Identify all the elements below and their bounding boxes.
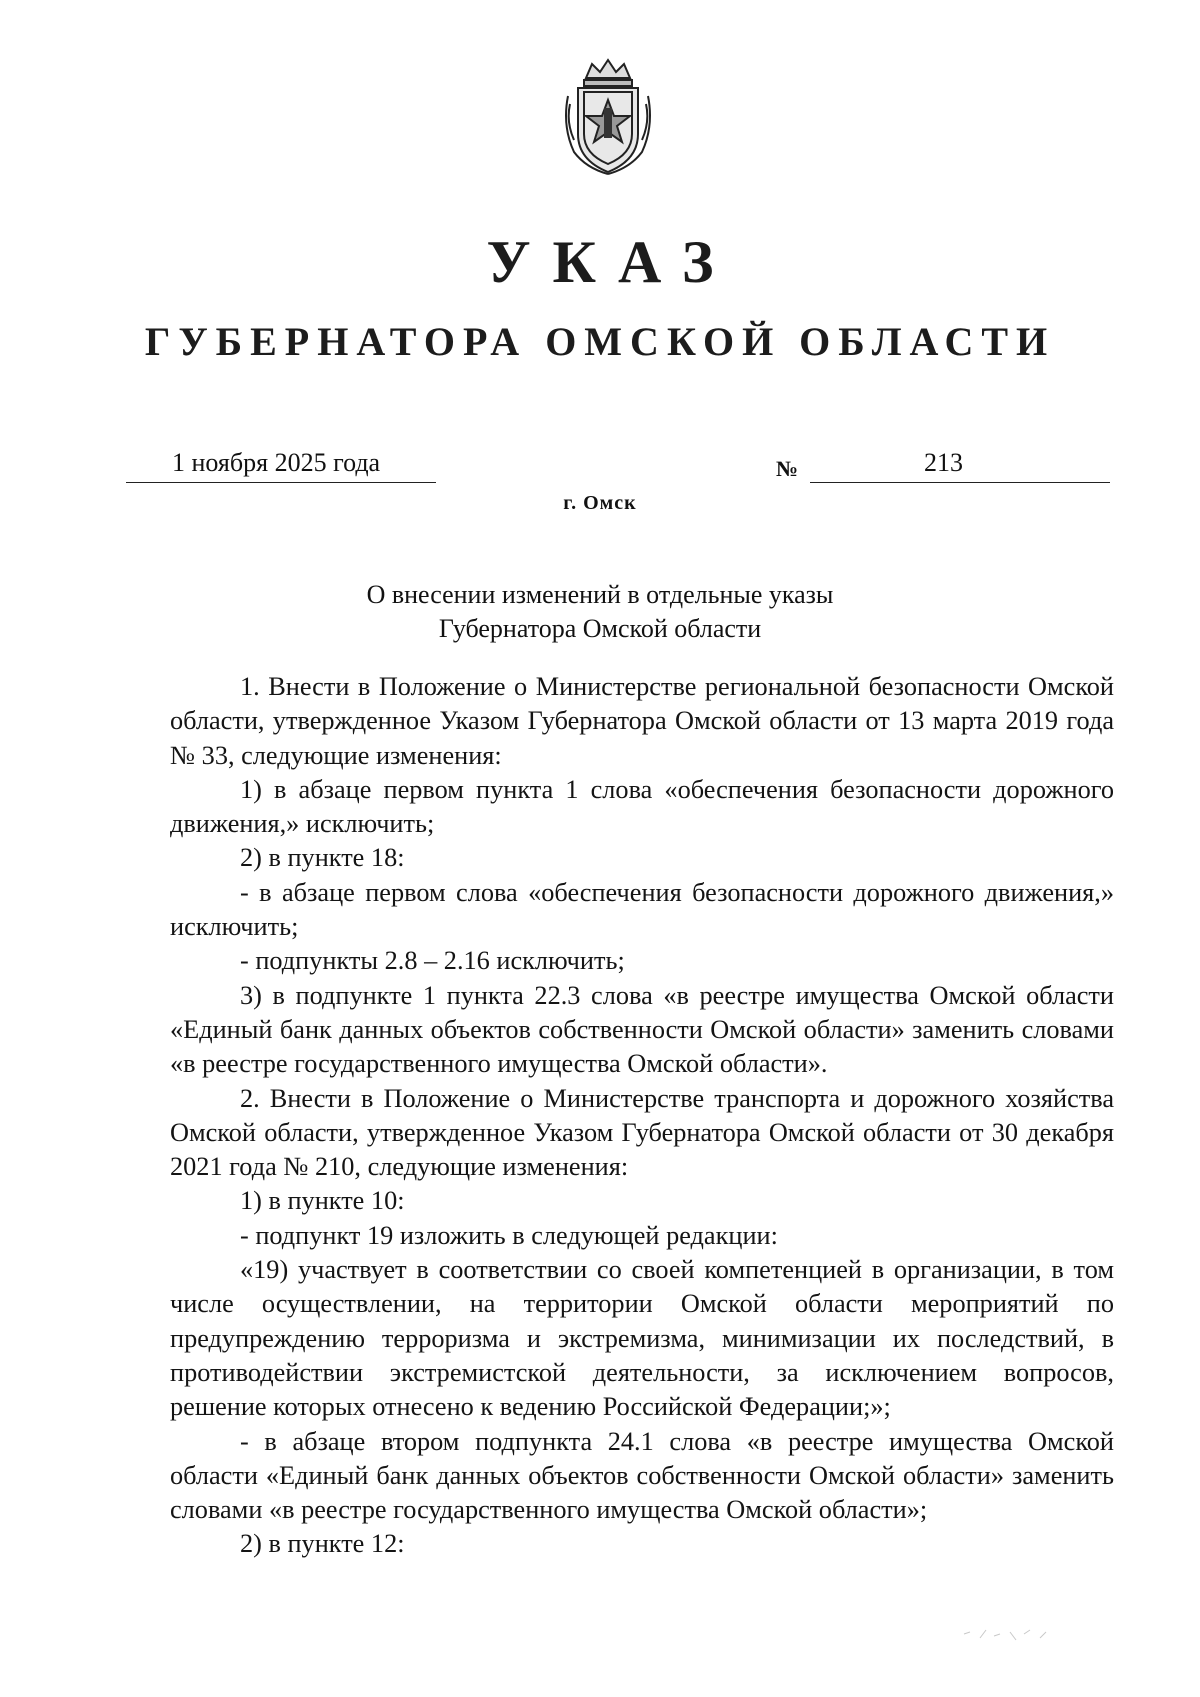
heading-line: Губернатора Омской области xyxy=(438,614,762,643)
decree-title: УКАЗ xyxy=(486,229,736,295)
paragraph: 2) в пункте 18: xyxy=(240,843,405,873)
paragraph: 2) в пункте 12: xyxy=(240,1529,405,1559)
paragraph: - подпункты 2.8 – 2.16 исключить; xyxy=(240,946,625,976)
heading-line: О внесении изменений в отдельные указы xyxy=(366,580,834,609)
decree-date: 1 ноября 2025 года xyxy=(172,448,381,477)
decree-number: 213 xyxy=(924,448,963,477)
paragraph: «19) участвует в соответствии со своей компетенцией в организации, в том числе осуществлении, на территории Омской области мероприятий по предупреждению терроризма и экстремизма, минимизации их последствий, в противодействии экстремистской деятельности, за исключением вопросов, решение которых отнесено к ведению Российской Федерации;»; xyxy=(170,1255,1114,1422)
paragraph: 1) в абзаце первом пункта 1 слова «обеспечения безопасности дорожного движения,» исключить; xyxy=(170,774,1114,839)
decree-issuer: ГУБЕРНАТОРА ОМСКОЙ ОБЛАСТИ xyxy=(144,319,1056,364)
paragraph: 3) в подпункте 1 пункта 22.3 слова «в реестре имущества Омской области «Единый банк данных объектов собственности Омской области» заменить словами «в реестре государственного имущества Омской области». xyxy=(170,980,1114,1079)
paragraph: 1. Внести в Положение о Министерстве региональной безопасности Омской области, утвержденное Указом Губернатора Омской области от 13 марта 2019 года № 33, следующие изменения: xyxy=(170,672,1114,770)
paragraph: - подпункт 19 изложить в следующей редакции: xyxy=(240,1220,778,1250)
paragraph: - в абзаце первом слова «обеспечения безопасности дорожного движения,» исключить; xyxy=(170,877,1114,942)
city: г. Омск xyxy=(563,492,637,514)
date-field xyxy=(126,444,436,483)
paragraph: - в абзаце втором подпункта 24.1 слова «в реестре имущества Омской области «Единый банк данных объектов собственности Омской области» заменить словами «в реестре государственного имущества Омской области»; xyxy=(170,1426,1114,1525)
scan-smudge xyxy=(960,1620,1080,1650)
paragraph: 2. Внести в Положение о Министерстве транспорта и дорожного хозяйства Омской области, утвержденное Указом Губернатора Омской области от 30 декабря 2021 года № 210, следующие изменения: xyxy=(170,1083,1114,1182)
decree-body xyxy=(170,670,1114,1562)
number-label: № xyxy=(776,456,799,481)
coat-of-arms-icon xyxy=(556,56,660,176)
number-field xyxy=(810,444,1110,483)
decree-heading xyxy=(0,578,1200,646)
paragraph: 1) в пункте 10: xyxy=(240,1186,405,1216)
